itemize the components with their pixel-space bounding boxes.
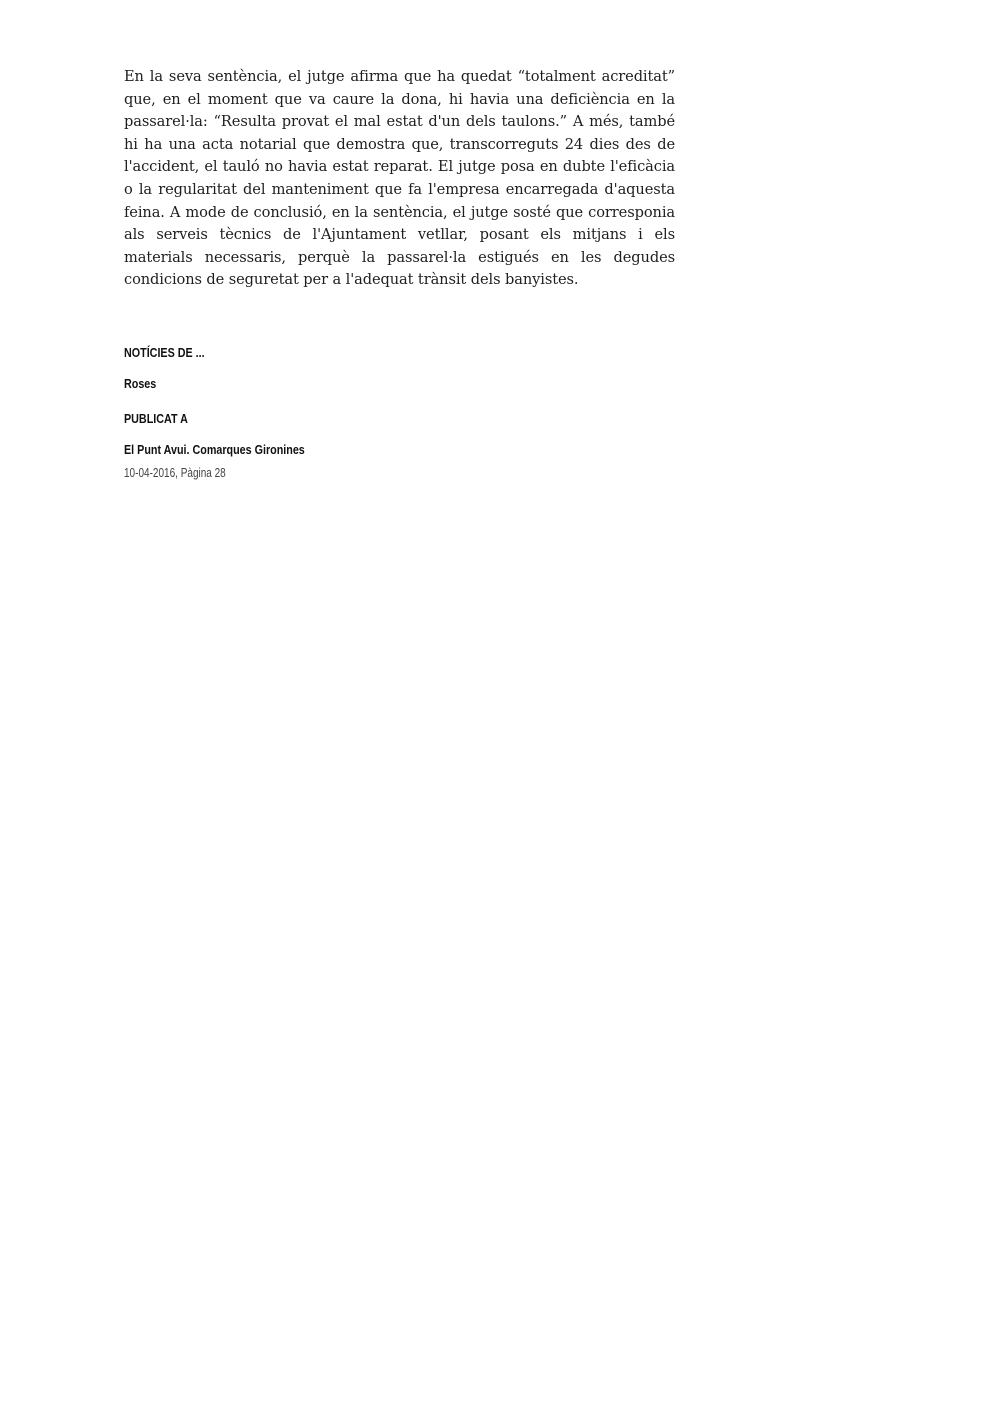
published-in-heading: PUBLICAT A [124, 411, 188, 426]
publication-name: El Punt Avui. Comarques Gironines [124, 442, 305, 457]
publication-date-page: 10-04-2016, Pàgina 28 [124, 465, 226, 480]
article-body: En la seva sentència, el jutge afirma que ha quedat “totalment acreditat” que, en el moment que va caure la dona, hi havia una deficiència en la passarel·la: “Resulta provat el mal estat d'un dels taulons.” A més, també hi ha una acta notarial que demostra que, transcorreguts 24 dies des de l'accident, el tauló no havia estat reparat. El jutge posa en dubte l'eficàcia o la regularitat del manteniment que fa l'empresa encarregada d'aquesta feina. A mode de conclusió, en la sentència, el jutge sosté que corresponia als serveis tècnics de l'Ajuntament vetllar, posant els mitjans i els materials necessaris, perquè la passarel·la estigués en les degudes condicions de seguretat per a l'adequat trànsit dels banyistes. [124, 68, 675, 289]
news-of-location: Roses [124, 376, 157, 391]
document-page [124, 66, 675, 482]
article-metadata [124, 344, 675, 482]
news-of-heading: NOTÍCIES DE ... [124, 345, 205, 360]
